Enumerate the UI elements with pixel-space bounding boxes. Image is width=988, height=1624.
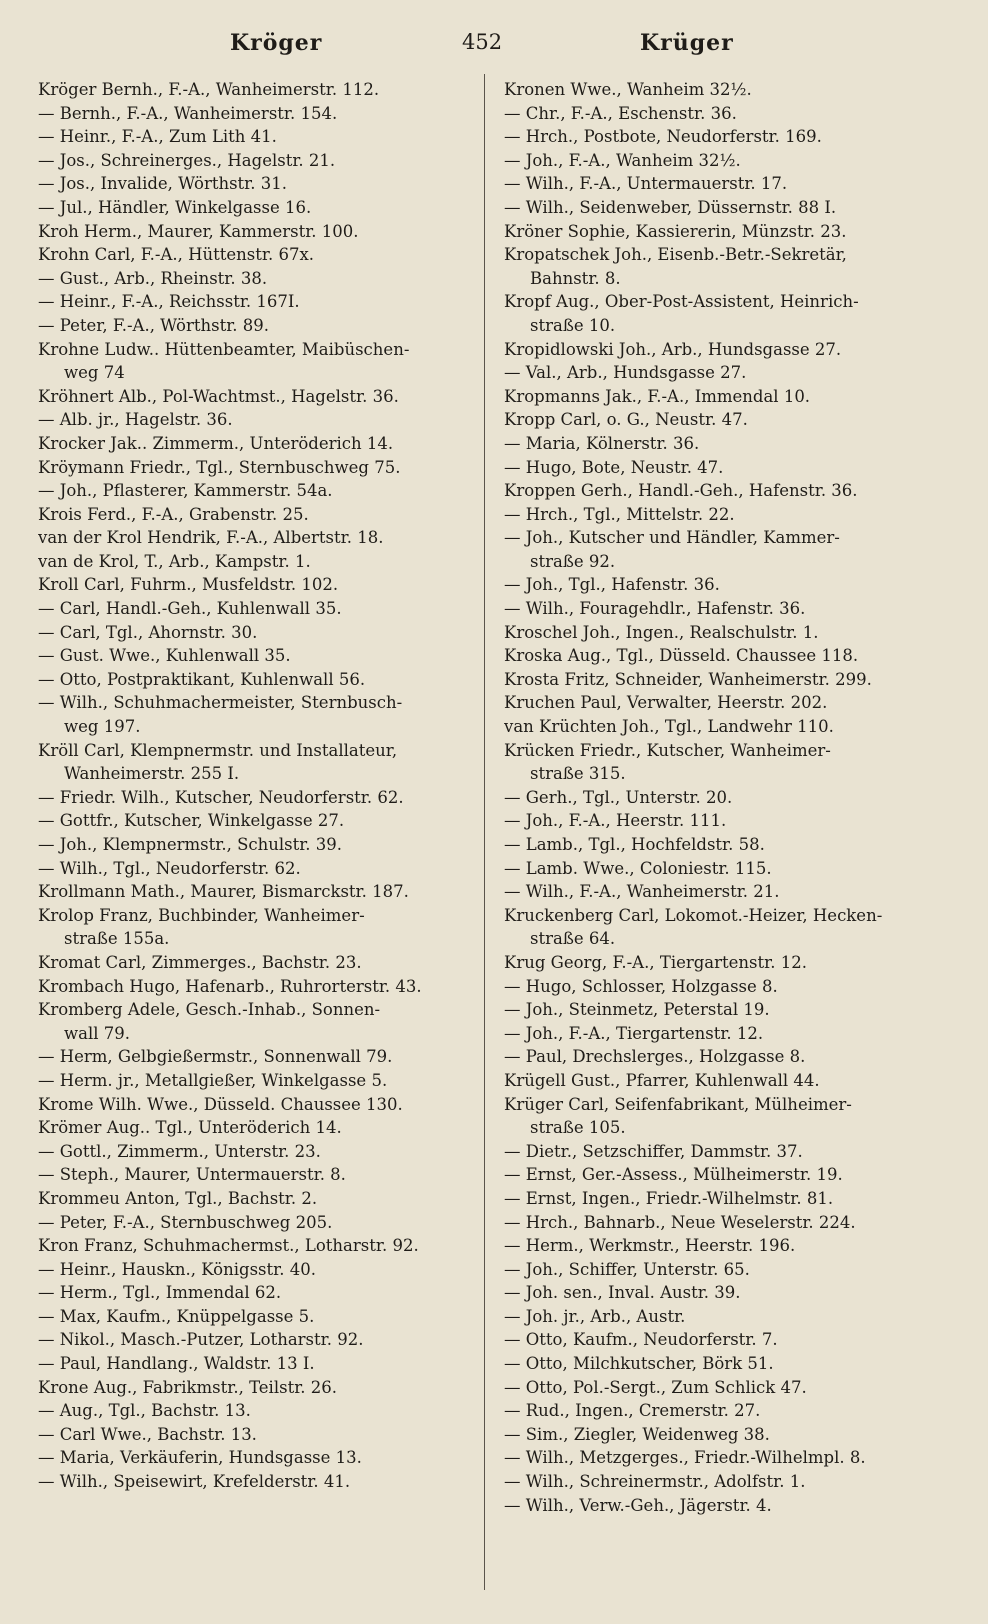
header-right-keyword: Krüger [640,30,734,56]
directory-entry: — Otto, Postpraktikant, Kuhlenwall 56. [38,669,366,689]
directory-entry: — Val., Arb., Hundsgasse 27. [504,363,747,383]
directory-entry: — Hrch., Postbote, Neudorferstr. 169. [504,127,822,147]
directory-entry: — Heinr., F.-A., Zum Lith 41. [38,127,277,147]
directory-entry: — Ernst, Ger.-Assess., Mülheimerstr. 19. [504,1165,843,1185]
left-column [38,78,456,1494]
entry-continuation: straße 92. [530,551,616,571]
directory-entry: — Gottfr., Kutscher, Winkelgasse 27. [38,811,345,831]
directory-entry: — Hugo, Schlosser, Holzgasse 8. [504,976,778,996]
directory-entry: Krömer Aug.. Tgl., Unteröderich 14. [38,1118,342,1138]
directory-entry: Kröll Carl, Klempnermstr. und Installateur, [38,740,398,760]
directory-entry: van der Krol Hendrik, F.-A., Albertstr. 18. [38,528,384,548]
directory-entry: — Joh. sen., Inval. Austr. 39. [504,1283,741,1303]
directory-entry: — Ernst, Ingen., Friedr.-Wilhelmstr. 81. [504,1188,834,1208]
directory-entry: — Gust. Wwe., Kuhlenwall 35. [38,646,291,666]
entry-continuation: Bahnstr. 8. [530,268,621,288]
directory-entry: — Herm., Werkmstr., Heerstr. 196. [504,1236,796,1256]
directory-entry: — Bernh., F.-A., Wanheimerstr. 154. [38,103,338,123]
entry-continuation: straße 315. [530,764,626,784]
directory-entry: — Peter, F.-A., Wörthstr. 89. [38,315,269,335]
directory-entry: — Maria, Verkäuferin, Hundsgasse 13. [38,1448,362,1468]
directory-entry: — Heinr., F.-A., Reichsstr. 167I. [38,292,300,312]
directory-entry: — Jos., Schreinerges., Hagelstr. 21. [38,150,336,170]
directory-entry: — Jul., Händler, Winkelgasse 16. [38,197,312,217]
directory-entry: — Carl Wwe., Bachstr. 13. [38,1424,257,1444]
directory-entry: — Wilh., Schuhmachermeister, Sternbusch- [38,693,403,713]
directory-entry: Kroll Carl, Fuhrm., Musfeldstr. 102. [38,575,339,595]
directory-entry: van Krüchten Joh., Tgl., Landwehr 110. [504,717,834,737]
directory-entry: — Joh., F.-A., Heerstr. 111. [504,811,727,831]
directory-entry: — Herm. jr., Metallgießer, Winkelgasse 5. [38,1070,388,1090]
directory-entry: — Otto, Milchkutscher, Börk 51. [504,1354,774,1374]
directory-entry: — Heinr., Hauskn., Königsstr. 40. [38,1259,316,1279]
entry-continuation: Wanheimerstr. 255 I. [64,764,240,784]
directory-entry: Kropatschek Joh., Eisenb.-Betr.-Sekretär, [504,245,847,265]
directory-entry: Kropf Aug., Ober-Post-Assistent, Heinrich- [504,292,859,312]
directory-entry: — Wilh., Speisewirt, Krefelderstr. 41. [38,1472,351,1492]
directory-entry: Kroschel Joh., Ingen., Realschulstr. 1. [504,622,819,642]
entry-continuation: weg 197. [64,717,141,737]
directory-entry: — Hugo, Bote, Neustr. 47. [504,457,724,477]
directory-entry: Krücken Friedr., Kutscher, Wanheimer- [504,740,831,760]
directory-entry: Kromberg Adele, Gesch.-Inhab., Sonnen- [38,1000,381,1020]
directory-entry: — Paul, Handlang., Waldstr. 13 I. [38,1354,315,1374]
directory-entry: — Joh., F.-A., Tiergartenstr. 12. [504,1023,764,1043]
directory-entry: Kröymann Friedr., Tgl., Sternbuschweg 75. [38,457,401,477]
directory-entry: — Wilh., Seidenweber, Düssernstr. 88 I. [504,197,837,217]
directory-entry: — Steph., Maurer, Untermauerstr. 8. [38,1165,346,1185]
directory-entry: Krocker Jak.. Zimmerm., Unteröderich 14. [38,433,394,453]
directory-entry: — Gottl., Zimmerm., Unterstr. 23. [38,1141,321,1161]
entry-continuation: straße 64. [530,929,616,949]
directory-entry: Krügell Gust., Pfarrer, Kuhlenwall 44. [504,1070,820,1090]
directory-entry: Krüger Carl, Seifenfabrikant, Mülheimer- [504,1094,852,1114]
directory-entry: — Gerh., Tgl., Unterstr. 20. [504,787,733,807]
entry-continuation: straße 105. [530,1118,626,1138]
directory-entry: — Wilh., Schreinermstr., Adolfstr. 1. [504,1472,806,1492]
directory-entry: Kron Franz, Schuhmachermst., Lotharstr. 92. [38,1236,419,1256]
directory-entry: — Joh., Steinmetz, Peterstal 19. [504,1000,770,1020]
directory-entry: — Paul, Drechslerges., Holzgasse 8. [504,1047,806,1067]
directory-entry: — Joh., Schiffer, Unterstr. 65. [504,1259,750,1279]
entry-continuation: wall 79. [64,1023,130,1043]
right-column [504,78,922,1517]
directory-entry: Kröger Bernh., F.-A., Wanheimerstr. 112. [38,80,380,99]
directory-entry: — Carl, Handl.-Geh., Kuhlenwall 35. [38,599,342,619]
directory-entry: Krollmann Math., Maurer, Bismarckstr. 187. [38,882,409,902]
directory-entry: — Joh., Kutscher und Händler, Kammer- [504,528,840,548]
directory-entry: — Dietr., Setzschiffer, Dammstr. 37. [504,1141,803,1161]
directory-entry: Krohn Carl, F.-A., Hüttenstr. 67x. [38,245,314,265]
directory-entry: — Lamb. Wwe., Coloniestr. 115. [504,858,772,878]
directory-entry: — Maria, Kölnerstr. 36. [504,433,700,453]
directory-entry: — Joh., Klempnermstr., Schulstr. 39. [38,835,343,854]
directory-entry: — Alb. jr., Hagelstr. 36. [38,410,233,430]
entry-continuation: straße 10. [530,315,616,335]
directory-entry: Kromat Carl, Zimmerges., Bachstr. 23. [38,952,362,972]
directory-entry: — Otto, Kaufm., Neudorferstr. 7. [504,1330,778,1350]
directory-entry: Krug Georg, F.-A., Tiergartenstr. 12. [504,952,807,972]
directory-entry: — Herm, Gelbgießermstr., Sonnenwall 79. [38,1047,393,1067]
directory-entry: — Wilh., Metzgerges., Friedr.-Wilhelmpl. 8. [504,1448,866,1468]
directory-entry: — Joh., Pflasterer, Kammerstr. 54a. [38,481,333,501]
directory-entry: Krombach Hugo, Hafenarb., Ruhrorterstr. 43. [38,976,422,996]
directory-entry: Krone Aug., Fabrikmstr., Teilstr. 26. [38,1377,338,1397]
directory-entry: — Joh., Tgl., Hafenstr. 36. [504,575,720,595]
entry-continuation: weg 74 [64,363,125,383]
directory-entry: — Jos., Invalide, Wörthstr. 31. [38,174,287,194]
directory-entry: Krolop Franz, Buchbinder, Wanheimer- [38,905,365,925]
directory-entry: Krohne Ludw.. Hüttenbeamter, Maibüschen- [38,339,410,359]
directory-entry: — Hrch., Bahnarb., Neue Weselerstr. 224. [504,1212,856,1232]
directory-entry: — Wilh., F.-A., Untermauerstr. 17. [504,174,788,194]
directory-entry: Krosta Fritz, Schneider, Wanheimerstr. 299. [504,669,872,689]
directory-entry: Kröner Sophie, Kassiererin, Münzstr. 23. [504,221,847,241]
directory-entry: — Herm., Tgl., Immendal 62. [38,1283,282,1303]
directory-entry: Kruckenberg Carl, Lokomot.-Heizer, Hecken- [504,905,883,925]
directory-entry: — Joh., F.-A., Wanheim 32½. [504,150,741,170]
directory-entry: — Nikol., Masch.-Putzer, Lotharstr. 92. [38,1330,364,1350]
directory-entry: — Wilh., Tgl., Neudorferstr. 62. [38,858,301,878]
directory-entry: Krommeu Anton, Tgl., Bachstr. 2. [38,1188,318,1208]
header-left-keyword: Kröger [230,30,323,56]
directory-entry: — Max, Kaufm., Knüppelgasse 5. [38,1306,315,1326]
directory-entry: Kröhnert Alb., Pol-Wachtmst., Hagelstr. 36. [38,386,399,406]
directory-entry: Krome Wilh. Wwe., Düsseld. Chaussee 130. [38,1094,403,1114]
directory-entry: Kroppen Gerh., Handl.-Geh., Hafenstr. 36. [504,481,858,501]
directory-entry: Kronen Wwe., Wanheim 32½. [504,80,752,99]
directory-entry: — Friedr. Wilh., Kutscher, Neudorferstr. 62. [38,787,404,807]
directory-entry: — Gust., Arb., Rheinstr. 38. [38,268,268,288]
column-divider [484,74,485,1590]
directory-entry: — Lamb., Tgl., Hochfeldstr. 58. [504,835,765,854]
directory-entry: — Otto, Pol.-Sergt., Zum Schlick 47. [504,1377,807,1397]
directory-entry: Kropmanns Jak., F.-A., Immendal 10. [504,386,811,406]
directory-entry: — Aug., Tgl., Bachstr. 13. [38,1401,251,1421]
directory-entry: — Sim., Ziegler, Weidenweg 38. [504,1424,770,1444]
directory-entry: — Chr., F.-A., Eschenstr. 36. [504,103,737,123]
page-header [0,30,988,64]
directory-entry: — Wilh., F.-A., Wanheimerstr. 21. [504,882,780,902]
directory-entry: — Wilh., Verw.-Geh., Jägerstr. 4. [504,1495,772,1515]
directory-entry: — Wilh., Fouragehdlr., Hafenstr. 36. [504,599,806,619]
directory-entry: Kruchen Paul, Verwalter, Heerstr. 202. [504,693,828,713]
entry-continuation: straße 155a. [64,929,170,949]
directory-entry: — Rud., Ingen., Cremerstr. 27. [504,1401,761,1421]
directory-entry: — Hrch., Tgl., Mittelstr. 22. [504,504,735,524]
directory-entry: — Carl, Tgl., Ahornstr. 30. [38,622,258,642]
page-number: 452 [462,30,503,54]
directory-entry: — Joh. jr., Arb., Austr. [504,1306,686,1326]
directory-entry: Krois Ferd., F.-A., Grabenstr. 25. [38,504,309,524]
directory-entry: Kroh Herm., Maurer, Kammerstr. 100. [38,221,359,241]
directory-entry: Kropp Carl, o. G., Neustr. 47. [504,410,748,430]
directory-entry: Kroska Aug., Tgl., Düsseld. Chaussee 118. [504,646,859,666]
directory-entry: Kropidlowski Joh., Arb., Hundsgasse 27. [504,339,842,359]
directory-entry: van de Krol, T., Arb., Kampstr. 1. [38,551,311,571]
directory-entry: — Peter, F.-A., Sternbuschweg 205. [38,1212,333,1232]
